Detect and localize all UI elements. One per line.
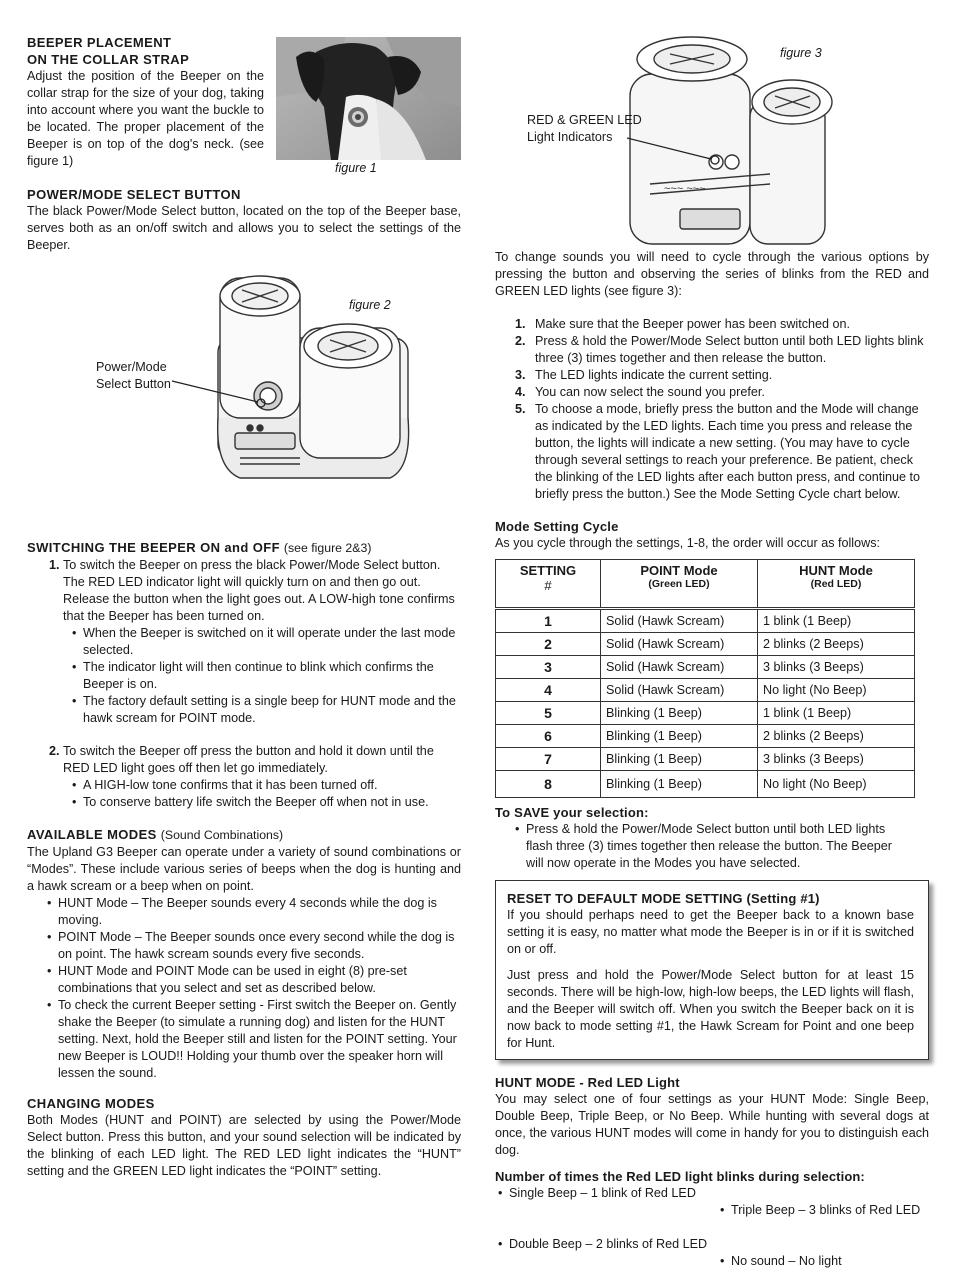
list-item: • HUNT Mode – The Beeper sounds every 4 seconds while the dog is moving. [47, 896, 437, 927]
table-row: 8 Blinking (1 Beep) No light (No Beep) [496, 771, 915, 798]
hunt-blinks-heading: Number of times the Red LED light blinks during selection: [495, 1169, 865, 1184]
figure-2-callout-line2: Select Button [96, 377, 171, 391]
hunt-heading: HUNT MODE - Red LED Light [495, 1075, 680, 1090]
list-item: • The factory default setting is a single beep for HUNT mode and the hawk scream for POINT mode. [72, 694, 456, 725]
hunt-body: You may select one of four settings as your HUNT Mode: Single Beep, Double Beep, Triple Beep, or No Beep. While hunting with several dogs at once, the various HUNT modes will come in handy for you to distinguish each dog. [495, 1092, 929, 1157]
placement-section [27, 34, 264, 170]
list-item: 1. Make sure that the Beeper power has been switched on. [515, 317, 851, 331]
table-row: 3 Solid (Hawk Scream) 3 blinks (3 Beeps) [496, 656, 915, 679]
cycle-intro: To change sounds you will need to cycle through the various options by pressing the button and observing the series of blinks from the RED and GREEN LED lights (see figure 3): [495, 250, 929, 298]
available-modes-section [27, 826, 461, 1082]
save-bullet-wrap [495, 821, 906, 872]
switching-step-2 [27, 743, 461, 777]
table-row: 6 Blinking (1 Beep) 2 blinks (2 Beeps) [496, 725, 915, 748]
changing-modes-section [27, 1095, 461, 1180]
col-point-header: POINT Mode (Green LED) [601, 560, 758, 609]
mode-table-section [495, 518, 929, 798]
placement-heading-line2: ON THE COLLAR STRAP [27, 52, 190, 67]
figure-3-leader-line [625, 132, 725, 167]
list-item: 3. The LED lights indicate the current setting. [515, 368, 773, 382]
table-row: 1 Solid (Hawk Scream) 1 blink (1 Beep) [496, 609, 915, 633]
save-section [495, 804, 929, 872]
reset-callout-box [495, 880, 929, 1060]
switching-heading: SWITCHING THE BEEPER ON and OFF [27, 540, 280, 555]
step-2-text: To switch the Beeper off press the button and hold it down until the RED LED light goes off then let go immediately. [63, 744, 434, 775]
reset-heading: RESET TO DEFAULT MODE SETTING (Setting #1) [507, 891, 820, 906]
list-item: • A HIGH-low tone confirms that it has been turned off. [72, 778, 378, 792]
table-row: 4 Solid (Hawk Scream) No light (No Beep) [496, 679, 915, 702]
available-bullets [27, 895, 461, 1082]
table-row: 2 Solid (Hawk Scream) 2 blinks (2 Beeps) [496, 633, 915, 656]
list-item: • Triple Beep – 3 blinks of Red LED [720, 1203, 921, 1217]
figure-2-leader-line [170, 378, 270, 408]
list-item: • No sound – No light [720, 1254, 842, 1268]
figure-3-callout-line2: Light Indicators [527, 130, 613, 144]
list-item: • When the Beeper is switched on it will operate under the last mode selected. [72, 626, 456, 657]
list-item: 2. Press & hold the Power/Mode Select button until both LED lights blink three (3) times together and then release the button. [515, 334, 924, 365]
col-setting-header: SETTING # [496, 560, 601, 609]
col-hunt-header: HUNT Mode (Red LED) [758, 560, 915, 609]
list-item: • Single Beep – 1 blink of Red LED [498, 1186, 696, 1200]
figure-1-photo [276, 37, 461, 160]
save-heading: To SAVE your selection: [495, 805, 649, 820]
switching-heading-note: (see figure 2&3) [283, 541, 372, 555]
table-row: 7 Blinking (1 Beep) 3 blinks (3 Beeps) [496, 748, 915, 771]
changing-heading: CHANGING MODES [27, 1096, 155, 1111]
step-1-number: 1. [49, 558, 60, 572]
figure-2-callout-line1: Power/Mode [96, 360, 167, 374]
list-item: • The indicator light will then continue to blink which confirms the Beeper is on. [72, 660, 434, 691]
step-1-text: To switch the Beeper on press the black Power/Mode Select button. The RED LED indicator light will quickly turn on and then go out. Release the button when the light goes out. A LOW-high tone confirms that the Beeper has been turned on. [63, 558, 455, 623]
reset-para-2: Just press and hold the Power/Mode Select button for at least 15 seconds. There will be high-low, high-low beeps, the LED lights will flash, and the Beeper will switch off. When you switch the Beeper back on it is now back to mode setting #1, the Hawk Scream for Point and one beep for Hunt. [507, 968, 914, 1050]
list-item: • HUNT Mode and POINT Mode can be used in eight (8) pre-set combinations that you select and set as described below. [47, 964, 407, 995]
figure-3-callout-line1: RED & GREEN LED [527, 113, 642, 127]
table-header-row [496, 560, 915, 609]
switching-section [27, 539, 461, 811]
list-item: 5. To choose a mode, briefly press the button and the Mode will change as indicated by the LED lights. Each time you press and release the button, the lights will indicate a new setting. (You may have to cycle through several settings to reach your preference. Be patient, check the blinking of the LED lights after each button press, and continue to briefly press the button.) See the Mode Setting Cycle chart below. [515, 402, 921, 501]
cycle-steps [495, 316, 929, 503]
hunt-blinks-list [495, 1185, 929, 1268]
switching-step-1-bullets [27, 625, 461, 727]
list-item: • Press & hold the Power/Mode Select button until both LED lights flash three (3) times together then release the button. The Beeper will now operate in the Modes you have selected. [515, 822, 892, 870]
power-body: The black Power/Mode Select button, located on the top of the Beeper base, serves both as an on/off switch and allows you to select the settings of the Beeper. [27, 204, 461, 252]
cycle-section [495, 249, 929, 503]
list-item: • To check the current Beeper setting - First switch the Beeper on. Gently shake the Beeper (to simulate a running dog) and listen for the HUNT setting. Next, hold the Beeper still and listen for the POINT setting. Your new Beeper is LOUD!! Holding your thumb over the speaker horn will lessen the sound. [47, 998, 457, 1080]
available-body: The Upland G3 Beeper can operate under a variety of sound combinations or “Modes”. These include various series of beeps when the dog is hunting and a hawk scream or a beep when on point. [27, 845, 461, 893]
list-item: • To conserve battery life switch the Beeper off when not in use. [72, 795, 429, 809]
placement-heading-line1: BEEPER PLACEMENT [27, 35, 172, 50]
power-heading: POWER/MODE SELECT BUTTON [27, 187, 241, 202]
table-row: 5 Blinking (1 Beep) 1 blink (1 Beep) [496, 702, 915, 725]
hunt-section [495, 1074, 929, 1268]
figure-3-caption: figure 3 [780, 46, 822, 60]
figure-1-caption: figure 1 [335, 161, 377, 175]
placement-body: Adjust the position of the Beeper on the collar strap for the size of your dog, taking into account where you want the buckle to be located. The proper placement of the Beeper is on top of the dog's neck. (see figure 1) [27, 69, 264, 168]
available-heading: AVAILABLE MODES [27, 827, 157, 842]
mode-table-heading: Mode Setting Cycle [495, 519, 619, 534]
power-section [27, 186, 461, 254]
available-heading-note: (Sound Combinations) [160, 828, 284, 842]
list-item: • Double Beep – 2 blinks of Red LED [498, 1237, 708, 1251]
mode-table-intro: As you cycle through the settings, 1-8, the order will occur as follows: [495, 536, 880, 550]
reset-para-1: If you should perhaps need to get the Beeper back to a known base setting it is easy, no matter what mode the Beeper is in or if it is switched on or off. [507, 908, 914, 956]
step-2-number: 2. [49, 744, 60, 758]
changing-body: Both Modes (HUNT and POINT) are selected by using the Power/Mode Select button. Press this button, and your sound selection will be indicated by the blinking of each LED light. The RED LED light indicates the “HUNT” setting and the GREEN LED light indicates the “POINT” setting. [27, 1113, 461, 1178]
list-item: • POINT Mode – The Beeper sounds once every second while the dog is on point. The hawk scream sounds every five seconds. [47, 930, 455, 961]
svg-text:~~~ ~~~: ~~~ ~~~ [664, 183, 706, 195]
switching-step-2-bullets [27, 777, 461, 811]
mode-setting-table [495, 559, 915, 798]
switching-step-1 [27, 557, 461, 625]
figure-2-caption: figure 2 [349, 298, 391, 312]
list-item: 4. You can now select the sound you prefer. [515, 385, 765, 399]
